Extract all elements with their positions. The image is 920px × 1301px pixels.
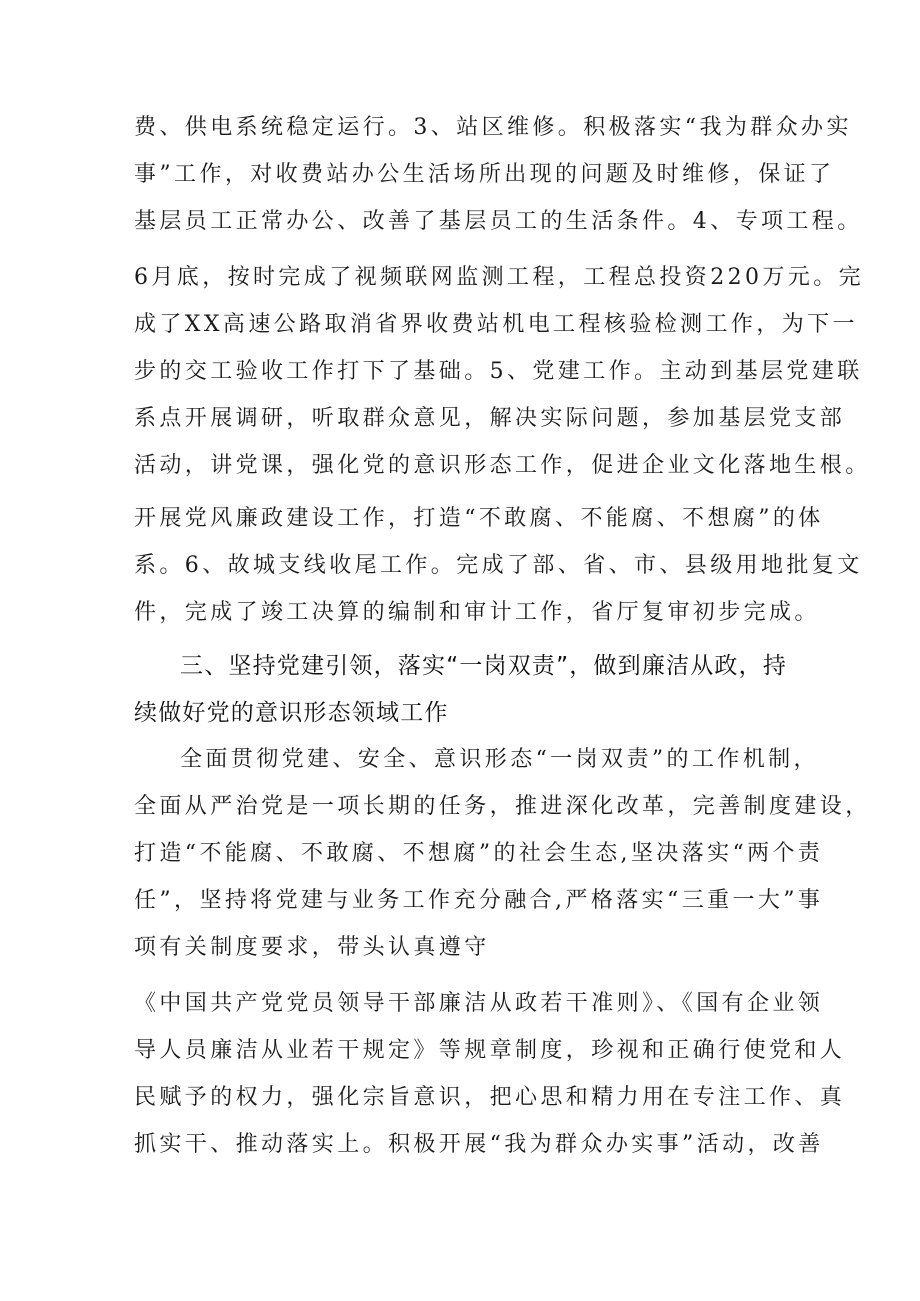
body-line: 件，完成了竣工决算的编制和审计工作，省厅复审初步完成。	[134, 600, 820, 625]
body-line: 开展党风廉政建设工作，打造“不敢腐、不能腐、不想腐”的体	[134, 506, 824, 531]
body-line: 费、供电系统稳定运行。3、站区维修。积极落实“我为群众办实	[134, 115, 852, 140]
section-heading-line: 续做好党的意识形态领域工作	[134, 700, 449, 726]
body-line: 民赋予的权力，强化宗旨意识，把心思和精力用在专注工作、真	[134, 1085, 846, 1110]
body-line: 基层员工正常办公、改善了基层员工的生活条件。4、专项工程。	[134, 209, 863, 234]
body-line: 系点开展调研，听取群众意见，解决实际问题，参加基层党支部	[134, 406, 846, 431]
body-line: 系。6、故城支线收尾工作。完成了部、省、市、县级用地批复文	[134, 553, 863, 578]
body-line: 《中国共产党党员领导干部廉洁从政若干准则》、《国有企业领	[134, 991, 824, 1016]
body-line: 任”，坚持将党建与业务工作充分融合,严格落实“三重一大”事	[134, 888, 824, 913]
body-line: 活动，讲党课，强化党的意识形态工作，促进企业文化落地生根。	[134, 453, 871, 478]
body-line: 全面贯彻党建、安全、意识形态“一岗双责”的工作机制，	[180, 747, 819, 772]
body-line: 步的交工验收工作打下了基础。5、党建工作。主动到基层党建联	[134, 359, 863, 384]
section-heading-line: 三、坚持党建引领，落实“一岗双责”，做到廉洁从政，持	[180, 653, 788, 679]
body-line: 事”工作，对收费站办公生活场所出现的问题及时维修，保证了	[134, 162, 835, 187]
body-line: 导人员廉洁从业若干规定》等规章制度，珍视和正确行使党和人	[134, 1038, 846, 1063]
body-line: 全面从严治党是一项长期的任务，推进深化改革，完善制度建设，	[134, 794, 871, 819]
body-line: 抓实干、推动落实上。积极开展“我为群众办实事”活动，改善	[134, 1132, 824, 1157]
body-line: 项有关制度要求，带头认真遵守	[134, 935, 490, 960]
body-line: 打造“不能腐、不敢腐、不想腐”的社会生态,坚决落实“两个责	[134, 841, 824, 866]
body-line: 成了XX高速公路取消省界收费站机电工程核验检测工作，为下一	[134, 312, 858, 337]
body-line: 6月底，按时完成了视频联网监测工程，工程总投资220万元。完	[134, 265, 864, 290]
